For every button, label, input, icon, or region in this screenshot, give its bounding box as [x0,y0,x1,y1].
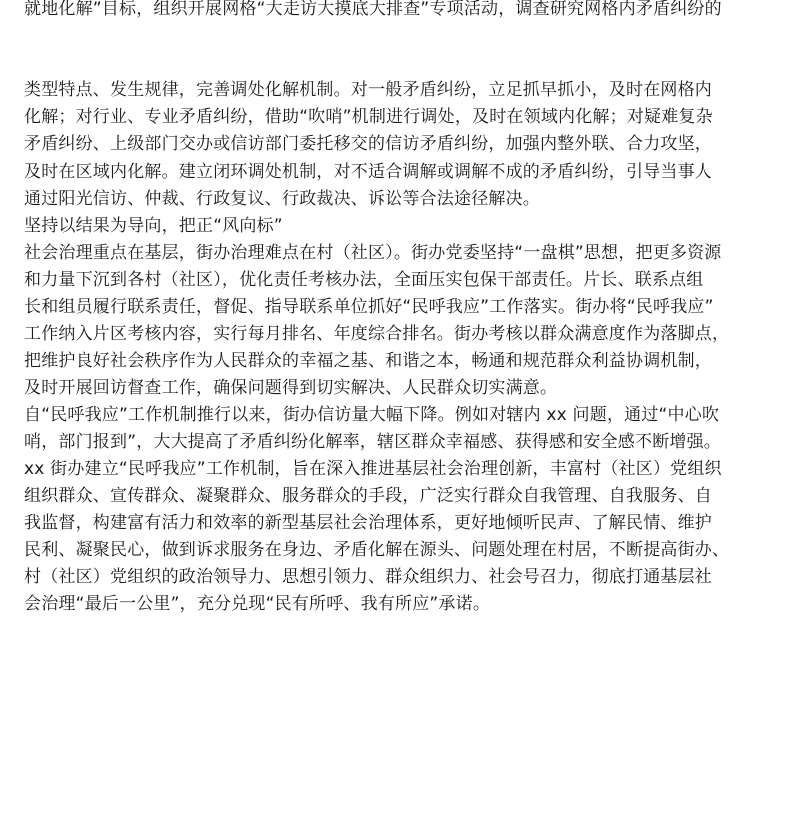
paragraph-line: xx 街办建立“民呼我应”工作机制，旨在深入推进基层社会治理创新，丰富村（社区）党组织 [24,459,722,479]
paragraph-line: 哨，部门报到”，大大提高了矛盾纠纷化解率，辖区群众幸福感、获得感和安全感不断增强。 [24,432,722,452]
paragraph-line: 及时在区域内化解。建立闭环调处机制，对不适合调解或调解不成的矛盾纠纷，引导当事人 [24,162,712,182]
paragraph-line: 化解；对行业、专业矛盾纠纷，借助“吹哨”机制进行调处，及时在领域内化解；对疑难复杂 [24,107,713,127]
section-heading: 坚持以结果为导向，把正“风向标” [24,216,283,236]
paragraph-line: 长和组员履行联系责任，督促、指导联系单位抓好“民呼我应”工作落实。街办将“民呼我应” [24,297,714,317]
paragraph-line: 我监督，构建富有活力和效率的新型基层社会治理体系，更好地倾听民声、了解民情、维护 [24,513,712,533]
paragraph-line: 自“民呼我应”工作机制推行以来，街办信访量大幅下降。例如对辖内 xx 问题，通过“中心吹 [24,405,720,425]
paragraph-line: 就地化解”目标，组织开展网格“大走访大摸底大排查”专项活动，调查研究网格内矛盾纠纷的 [24,0,722,19]
paragraph-line: 类型特点、发生规律，完善调处化解机制。对一般矛盾纠纷，立足抓早抓小，及时在网格内 [24,80,712,100]
paragraph-line: 通过阳光信访、仲裁、行政复议、行政裁决、诉讼等合法途径解决。 [24,189,540,209]
paragraph-line: 组织群众、宣传群众、凝聚群众、服务群众的手段，广泛实行群众自我管理、自我服务、自 [24,486,712,506]
paragraph-line: 会治理“最后一公里”，充分兑现“民有所呼、我有所应”承诺。 [24,594,491,614]
paragraph-line: 社会治理重点在基层，街办治理难点在村（社区）。街办党委坚持“一盘棋”思想，把更多资源 [24,243,722,263]
paragraph-line: 及时开展回访督查工作，确保问题得到切实解决、人民群众切实满意。 [24,378,558,398]
paragraph-line: 民利、凝聚民心，做到诉求服务在身边、矛盾化解在源头、问题处理在村居，不断提高街办、 [24,540,730,560]
paragraph-line: 把维护良好社会秩序作为人民群众的幸福之基、和谐之本，畅通和规范群众利益协调机制， [24,351,712,371]
paragraph-line: 矛盾纠纷、上级部门交办或信访部门委托移交的信访矛盾纠纷，加强内整外联、合力攻坚， [24,134,712,154]
paragraph-line: 工作纳入片区考核内容，实行每月排名、年度综合排名。街办考核以群众满意度作为落脚点， [24,324,730,344]
paragraph-line: 村（社区）党组织的政治领导力、思想引领力、群众组织力、社会号召力，彻底打通基层社 [24,567,712,587]
paragraph-line: 和力量下沉到各村（社区），优化责任考核办法，全面压实包保干部责任。片长、联系点组 [24,270,704,290]
